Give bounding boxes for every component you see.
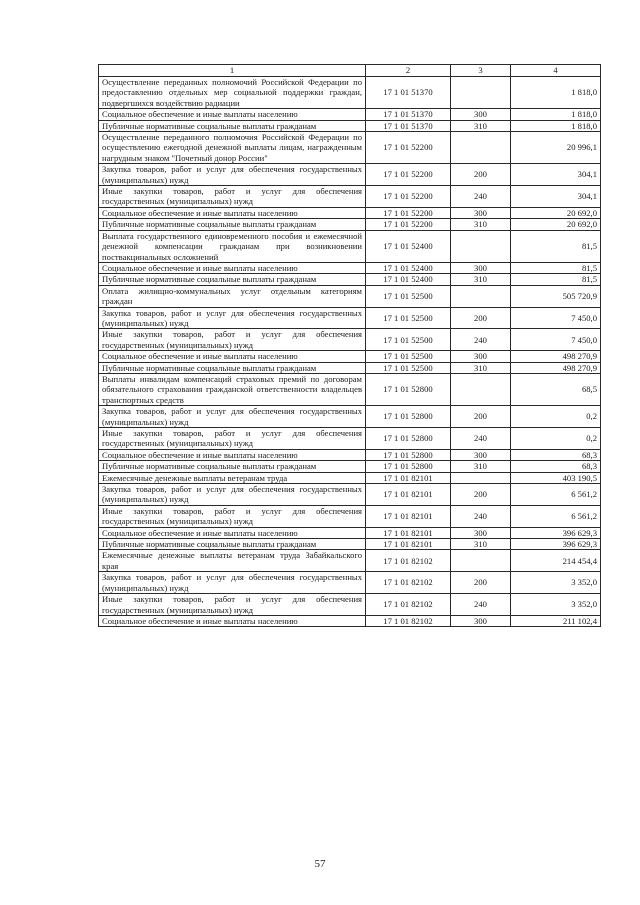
row-code-cell: 17 1 01 52500 — [366, 329, 451, 351]
row-type-cell: 300 — [451, 615, 511, 626]
row-amount-cell: 0,2 — [511, 406, 601, 428]
row-amount-cell: 214 454,4 — [511, 550, 601, 572]
row-code-cell: 17 1 01 52800 — [366, 373, 451, 405]
row-type-cell: 300 — [451, 109, 511, 120]
row-code-cell: 17 1 01 82102 — [366, 615, 451, 626]
table-header-row — [99, 65, 601, 77]
header-col-1: 1 — [99, 65, 366, 77]
row-amount-cell: 0,2 — [511, 428, 601, 450]
row-type-cell: 200 — [451, 484, 511, 506]
table-row — [99, 219, 601, 230]
row-type-cell: 200 — [451, 572, 511, 594]
table-row — [99, 132, 601, 164]
row-name-cell: Ежемесячные денежные выплаты ветеранам труда Забайкальского края — [99, 550, 366, 572]
table-row — [99, 77, 601, 109]
row-type-cell: 310 — [451, 362, 511, 373]
row-type-cell — [451, 550, 511, 572]
table-row — [99, 109, 601, 120]
row-code-cell: 17 1 01 52200 — [366, 164, 451, 186]
row-type-cell: 240 — [451, 428, 511, 450]
table-row — [99, 406, 601, 428]
table-row — [99, 274, 601, 285]
row-name-cell: Закупка товаров, работ и услуг для обеспечения государственных (муниципальных) нужд — [99, 572, 366, 594]
row-name-cell: Закупка товаров, работ и услуг для обеспечения государственных (муниципальных) нужд — [99, 406, 366, 428]
row-name-cell: Социальное обеспечение и иные выплаты населению — [99, 109, 366, 120]
table-row — [99, 449, 601, 460]
header-col-3: 3 — [451, 65, 511, 77]
row-amount-cell: 3 352,0 — [511, 594, 601, 616]
table-row — [99, 461, 601, 472]
row-amount-cell: 396 629,3 — [511, 539, 601, 550]
row-type-cell: 310 — [451, 461, 511, 472]
table-row — [99, 484, 601, 506]
row-name-cell: Выплаты инвалидам компенсаций страховых премий по договорам обязательного страхования гражданской ответственности владельцев транспортных средств — [99, 373, 366, 405]
row-amount-cell: 403 190,5 — [511, 472, 601, 483]
row-type-cell — [451, 230, 511, 262]
row-name-cell: Закупка товаров, работ и услуг для обеспечения государственных (муниципальных) нужд — [99, 484, 366, 506]
row-amount-cell: 304,1 — [511, 186, 601, 208]
row-name-cell: Социальное обеспечение и иные выплаты населению — [99, 615, 366, 626]
row-name-cell: Иные закупки товаров, работ и услуг для обеспечения государственных (муниципальных) нужд — [99, 329, 366, 351]
row-amount-cell: 68,3 — [511, 449, 601, 460]
row-code-cell: 17 1 01 52200 — [366, 207, 451, 218]
row-name-cell: Социальное обеспечение и иные выплаты населению — [99, 262, 366, 273]
row-name-cell: Осуществление переданного полномочия Российской Федерации по осуществлению ежегодной денежной выплаты лицам, награжденным нагрудным знаком "Почетный донор России" — [99, 132, 366, 164]
row-code-cell: 17 1 01 52500 — [366, 351, 451, 362]
row-amount-cell: 6 561,2 — [511, 505, 601, 527]
row-type-cell — [451, 77, 511, 109]
row-amount-cell: 68,3 — [511, 461, 601, 472]
budget-table-container — [98, 64, 600, 627]
row-amount-cell: 81,5 — [511, 274, 601, 285]
row-name-cell: Публичные нормативные социальные выплаты гражданам — [99, 461, 366, 472]
row-name-cell: Выплата государственного единовременного пособия и ежемесячной денежной компенсации гражданам при возникновении поствакцинальных осложнений — [99, 230, 366, 262]
row-name-cell: Осуществление переданных полномочий Российской Федерации по предоставлению отдельных мер социальной поддержки граждан, подвергшихся воздействию радиации — [99, 77, 366, 109]
table-row — [99, 505, 601, 527]
row-type-cell: 200 — [451, 307, 511, 329]
row-code-cell: 17 1 01 51370 — [366, 77, 451, 109]
row-code-cell: 17 1 01 82101 — [366, 472, 451, 483]
row-code-cell: 17 1 01 52400 — [366, 274, 451, 285]
table-row — [99, 572, 601, 594]
row-name-cell: Закупка товаров, работ и услуг для обеспечения государственных (муниципальных) нужд — [99, 307, 366, 329]
row-amount-cell: 20 692,0 — [511, 219, 601, 230]
row-name-cell: Иные закупки товаров, работ и услуг для обеспечения государственных (муниципальных) нужд — [99, 505, 366, 527]
row-type-cell: 300 — [451, 207, 511, 218]
row-code-cell: 17 1 01 51370 — [366, 109, 451, 120]
row-code-cell: 17 1 01 82102 — [366, 594, 451, 616]
header-col-4: 4 — [511, 65, 601, 77]
row-amount-cell: 81,5 — [511, 262, 601, 273]
row-code-cell: 17 1 01 52800 — [366, 449, 451, 460]
row-name-cell: Иные закупки товаров, работ и услуг для обеспечения государственных (муниципальных) нужд — [99, 428, 366, 450]
row-amount-cell: 1 818,0 — [511, 120, 601, 131]
row-code-cell: 17 1 01 51370 — [366, 120, 451, 131]
table-row — [99, 164, 601, 186]
row-amount-cell: 498 270,9 — [511, 351, 601, 362]
row-name-cell: Публичные нормативные социальные выплаты гражданам — [99, 362, 366, 373]
table-row — [99, 373, 601, 405]
row-amount-cell: 81,5 — [511, 230, 601, 262]
row-type-cell — [451, 132, 511, 164]
row-code-cell: 17 1 01 82102 — [366, 572, 451, 594]
row-type-cell: 310 — [451, 120, 511, 131]
table-row — [99, 472, 601, 483]
row-amount-cell: 3 352,0 — [511, 572, 601, 594]
row-code-cell: 17 1 01 52400 — [366, 262, 451, 273]
table-row — [99, 539, 601, 550]
row-type-cell: 300 — [451, 262, 511, 273]
table-row — [99, 186, 601, 208]
row-type-cell: 310 — [451, 274, 511, 285]
row-name-cell: Оплата жилищно-коммунальных услуг отдельным категориям граждан — [99, 285, 366, 307]
row-code-cell: 17 1 01 52800 — [366, 428, 451, 450]
row-amount-cell: 68,5 — [511, 373, 601, 405]
table-row — [99, 362, 601, 373]
row-type-cell: 300 — [451, 527, 511, 538]
table-row — [99, 550, 601, 572]
row-type-cell — [451, 285, 511, 307]
row-amount-cell: 505 720,9 — [511, 285, 601, 307]
row-amount-cell: 7 450,0 — [511, 329, 601, 351]
row-code-cell: 17 1 01 52400 — [366, 230, 451, 262]
row-code-cell: 17 1 01 52200 — [366, 132, 451, 164]
table-body — [99, 77, 601, 627]
row-amount-cell: 20 692,0 — [511, 207, 601, 218]
row-name-cell: Социальное обеспечение и иные выплаты населению — [99, 351, 366, 362]
row-type-cell — [451, 373, 511, 405]
row-amount-cell: 304,1 — [511, 164, 601, 186]
row-type-cell: 300 — [451, 351, 511, 362]
row-amount-cell: 1 818,0 — [511, 77, 601, 109]
row-code-cell: 17 1 01 82101 — [366, 539, 451, 550]
table-row — [99, 230, 601, 262]
row-code-cell: 17 1 01 82101 — [366, 505, 451, 527]
header-col-2: 2 — [366, 65, 451, 77]
row-type-cell: 310 — [451, 539, 511, 550]
row-name-cell: Публичные нормативные социальные выплаты гражданам — [99, 120, 366, 131]
row-code-cell: 17 1 01 52200 — [366, 219, 451, 230]
row-code-cell: 17 1 01 52500 — [366, 307, 451, 329]
page-number: 57 — [314, 858, 326, 870]
table-row — [99, 120, 601, 131]
row-name-cell: Ежемесячные денежные выплаты ветеранам труда — [99, 472, 366, 483]
row-name-cell: Социальное обеспечение и иные выплаты населению — [99, 449, 366, 460]
table-row — [99, 329, 601, 351]
row-code-cell: 17 1 01 82102 — [366, 550, 451, 572]
row-type-cell: 240 — [451, 594, 511, 616]
budget-table — [98, 64, 601, 627]
row-code-cell: 17 1 01 52800 — [366, 406, 451, 428]
row-code-cell: 17 1 01 82101 — [366, 527, 451, 538]
row-name-cell: Иные закупки товаров, работ и услуг для обеспечения государственных (муниципальных) нужд — [99, 186, 366, 208]
row-name-cell: Публичные нормативные социальные выплаты гражданам — [99, 539, 366, 550]
row-code-cell: 17 1 01 52200 — [366, 186, 451, 208]
row-amount-cell: 396 629,3 — [511, 527, 601, 538]
table-row — [99, 594, 601, 616]
row-type-cell: 240 — [451, 186, 511, 208]
row-type-cell: 240 — [451, 505, 511, 527]
row-amount-cell: 1 818,0 — [511, 109, 601, 120]
row-name-cell: Закупка товаров, работ и услуг для обеспечения государственных (муниципальных) нужд — [99, 164, 366, 186]
table-row — [99, 307, 601, 329]
row-code-cell: 17 1 01 52500 — [366, 362, 451, 373]
row-type-cell: 310 — [451, 219, 511, 230]
row-code-cell: 17 1 01 52800 — [366, 461, 451, 472]
row-amount-cell: 211 102,4 — [511, 615, 601, 626]
row-type-cell — [451, 472, 511, 483]
row-name-cell: Иные закупки товаров, работ и услуг для обеспечения государственных (муниципальных) нужд — [99, 594, 366, 616]
row-name-cell: Публичные нормативные социальные выплаты гражданам — [99, 219, 366, 230]
row-name-cell: Социальное обеспечение и иные выплаты населению — [99, 527, 366, 538]
table-row — [99, 615, 601, 626]
row-name-cell: Публичные нормативные социальные выплаты гражданам — [99, 274, 366, 285]
row-name-cell: Социальное обеспечение и иные выплаты населению — [99, 207, 366, 218]
row-code-cell: 17 1 01 52500 — [366, 285, 451, 307]
row-amount-cell: 20 996,1 — [511, 132, 601, 164]
row-amount-cell: 6 561,2 — [511, 484, 601, 506]
row-type-cell: 200 — [451, 164, 511, 186]
table-row — [99, 262, 601, 273]
table-row — [99, 207, 601, 218]
row-code-cell: 17 1 01 82101 — [366, 484, 451, 506]
table-row — [99, 285, 601, 307]
table-row — [99, 351, 601, 362]
table-row — [99, 428, 601, 450]
row-type-cell: 300 — [451, 449, 511, 460]
row-amount-cell: 498 270,9 — [511, 362, 601, 373]
row-type-cell: 200 — [451, 406, 511, 428]
table-row — [99, 527, 601, 538]
row-type-cell: 240 — [451, 329, 511, 351]
row-amount-cell: 7 450,0 — [511, 307, 601, 329]
